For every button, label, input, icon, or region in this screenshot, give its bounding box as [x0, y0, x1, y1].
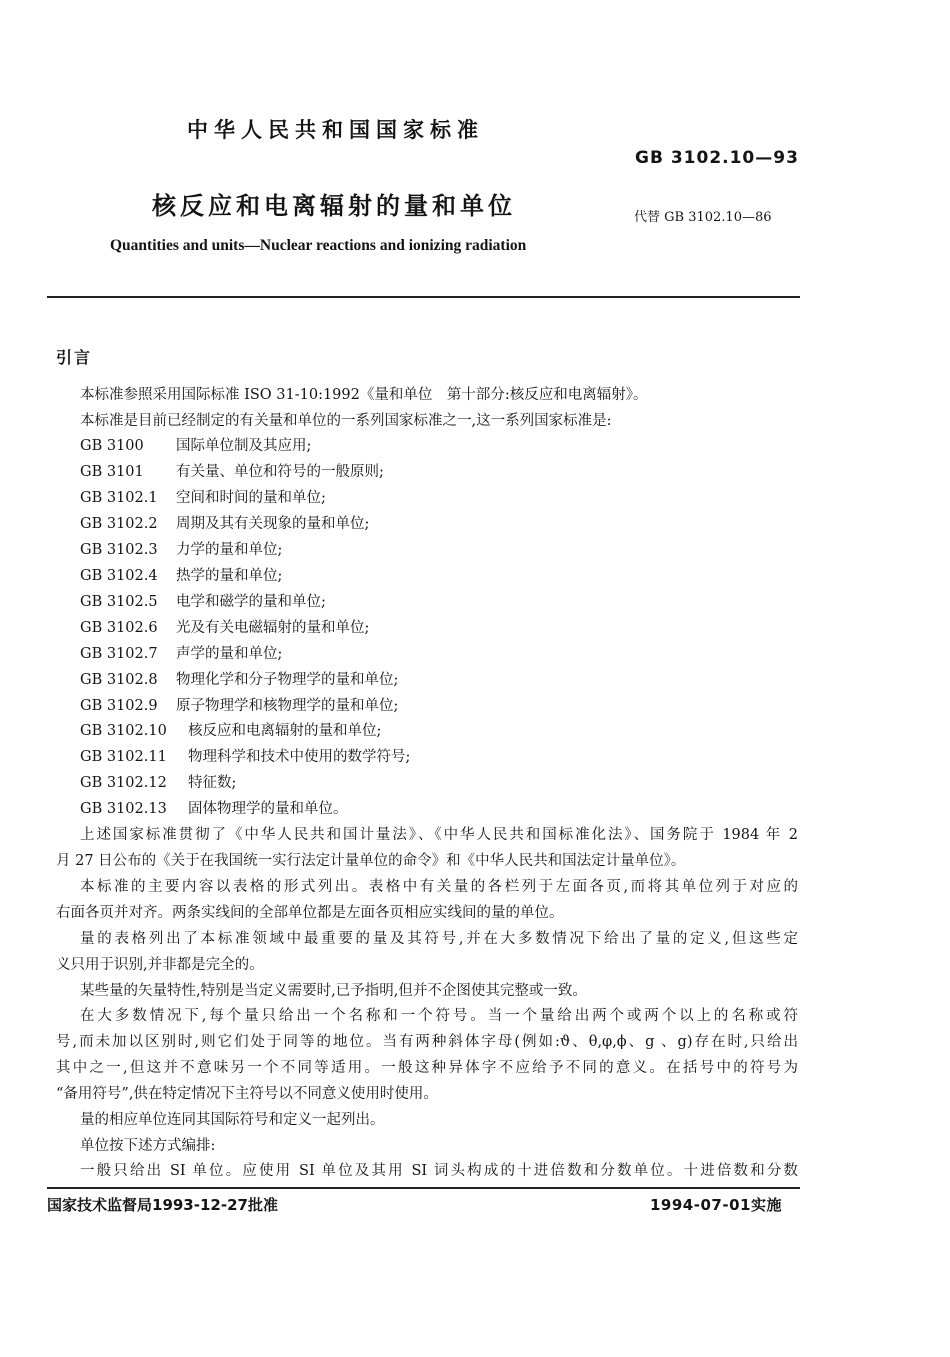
paragraph-definitions-line1: 量的表格列出了本标准领域中最重要的量及其符号,并在大多数情况下给出了量的定义,但这些定 [80, 931, 798, 947]
paragraph-symbols-line1: 在大多数情况下,每个量只给出一个名称和一个符号。当一个量给出两个或两个以上的名称或符 [80, 1008, 798, 1024]
list-item [80, 462, 384, 482]
standard-name: 周期及其有关现象的量和单位; [176, 516, 370, 532]
standard-code: GB 3102.5 [80, 594, 158, 610]
effective-date: 1994-07-01实施 [650, 1196, 782, 1214]
list-item [80, 747, 410, 767]
paragraph-units-listed: 量的相应单位连同其国际符号和定义一起列出。 [80, 1112, 385, 1128]
approval-date: 国家技术监督局1993-12-27批准 [47, 1196, 278, 1214]
standard-name: 有关量、单位和符号的一般原则; [176, 464, 384, 480]
standard-name: 核反应和电离辐射的量和单位; [188, 723, 382, 739]
document-title-en: Quantities and units—Nuclear reactions and ionizing radiation [110, 237, 527, 254]
standard-name: 电学和磁学的量和单位; [176, 594, 326, 610]
standard-name: 国际单位制及其应用; [176, 438, 312, 454]
list-item [80, 592, 326, 612]
standard-code: GB 3102.8 [80, 672, 158, 688]
paragraph-legal-basis-line1: 上述国家标准贯彻了《中华人民共和国计量法》、《中华人民共和国标准化法》、国务院于 1984 年 2 [80, 827, 798, 843]
paragraph-symbols-line4: “备用符号”,供在特定情况下主符号以不同意义使用时使用。 [56, 1086, 438, 1102]
list-item [80, 799, 348, 819]
list-item [80, 721, 381, 741]
standard-code: GB 3102.2 [80, 516, 158, 532]
standard-name: 光及有关电磁辐射的量和单位; [176, 620, 370, 636]
standard-code: GB 3102.1 [80, 490, 158, 506]
paragraph-series: 本标准是目前已经制定的有关量和单位的一系列国家标准之一,这一系列国家标准是: [80, 413, 612, 429]
paragraph-units-arrangement: 单位按下述方式编排: [80, 1138, 216, 1154]
standard-code: GB 3102.3 [80, 542, 158, 558]
paragraph-table-layout-line2: 右面各页并对齐。两条实线间的全部单位都是左面各页相应实线间的量的单位。 [56, 905, 564, 921]
paragraph-symbols-line2: 号,而未加以区别时,则它们处于同等的地位。当有两种斜体字母(例如:ϑ、θ,φ,ϕ、g 、g)存在时,只给出 [56, 1034, 798, 1050]
header-divider [47, 296, 800, 298]
standard-code: GB 3102.7 [80, 646, 158, 662]
standard-name: 原子物理学和核物理学的量和单位; [176, 698, 399, 714]
paragraph-table-layout-line1: 本标准的主要内容以表格的形式列出。表格中有关量的各栏列于左面各页,而将其单位列于对应的 [80, 879, 798, 895]
list-item [80, 514, 369, 534]
list-item [80, 670, 398, 690]
standard-code: GB 3102.12 [80, 775, 167, 791]
list-item [80, 488, 326, 508]
standard-code: GB 3102.11 [80, 749, 167, 765]
standard-code: GB 3100 [80, 438, 144, 454]
standard-code: GB 3101 [80, 464, 144, 480]
paragraph-legal-basis-line2: 月 27 日公布的《关于在我国统一实行法定计量单位的命令》和《中华人民共和国法定计量单位》。 [56, 853, 686, 869]
country-standard-title: 中华人民共和国国家标准 [187, 118, 484, 142]
standard-name: 空间和时间的量和单位; [176, 490, 326, 506]
standard-name: 声学的量和单位; [176, 646, 283, 662]
standard-code: GB 3102.10 [80, 723, 167, 739]
standard-name: 力学的量和单位; [176, 542, 283, 558]
paragraph-vector-character: 某些量的矢量特性,特别是当定义需要时,已予指明,但并不企图使其完整或一致。 [80, 983, 587, 999]
standard-code: GB 3102.6 [80, 620, 158, 636]
paragraph-symbols-line3: 其中之一,但这并不意味另一个不同等适用。一般这种异体字不应给予不同的意义。在括号中的符号为 [56, 1060, 798, 1076]
footer-divider [47, 1187, 800, 1189]
paragraph-definitions-line2: 义只用于识别,并非都是完全的。 [56, 957, 264, 973]
paragraph-adoption: 本标准参照采用国际标准 ISO 31-10:1992《量和单位 第十部分:核反应和电离辐射》。 [80, 387, 648, 403]
standard-name: 特征数; [188, 775, 237, 791]
section-heading-intro: 引言 [56, 348, 93, 367]
standard-name: 物理化学和分子物理学的量和单位; [176, 672, 399, 688]
paragraph-si-units: 一般只给出 SI 单位。应使用 SI 单位及其用 SI 词头构成的十进倍数和分数单位。十进倍数和分数 [80, 1163, 798, 1179]
standard-code: GB 3102.4 [80, 568, 158, 584]
list-item [80, 618, 369, 638]
standard-name: 固体物理学的量和单位。 [188, 801, 348, 817]
standard-code: GB 3102.9 [80, 698, 158, 714]
list-item [80, 773, 236, 793]
replaces-standard: 代替 GB 3102.10—86 [634, 210, 772, 225]
list-item [80, 644, 282, 664]
list-item [80, 696, 398, 716]
standard-name: 热学的量和单位; [176, 568, 283, 584]
list-item [80, 566, 282, 586]
list-item [80, 436, 311, 456]
document-title-cn: 核反应和电离辐射的量和单位 [152, 192, 516, 220]
standard-number: GB 3102.10—93 [635, 148, 799, 168]
standard-code: GB 3102.13 [80, 801, 167, 817]
list-item [80, 540, 282, 560]
standard-name: 物理科学和技术中使用的数学符号; [188, 749, 411, 765]
